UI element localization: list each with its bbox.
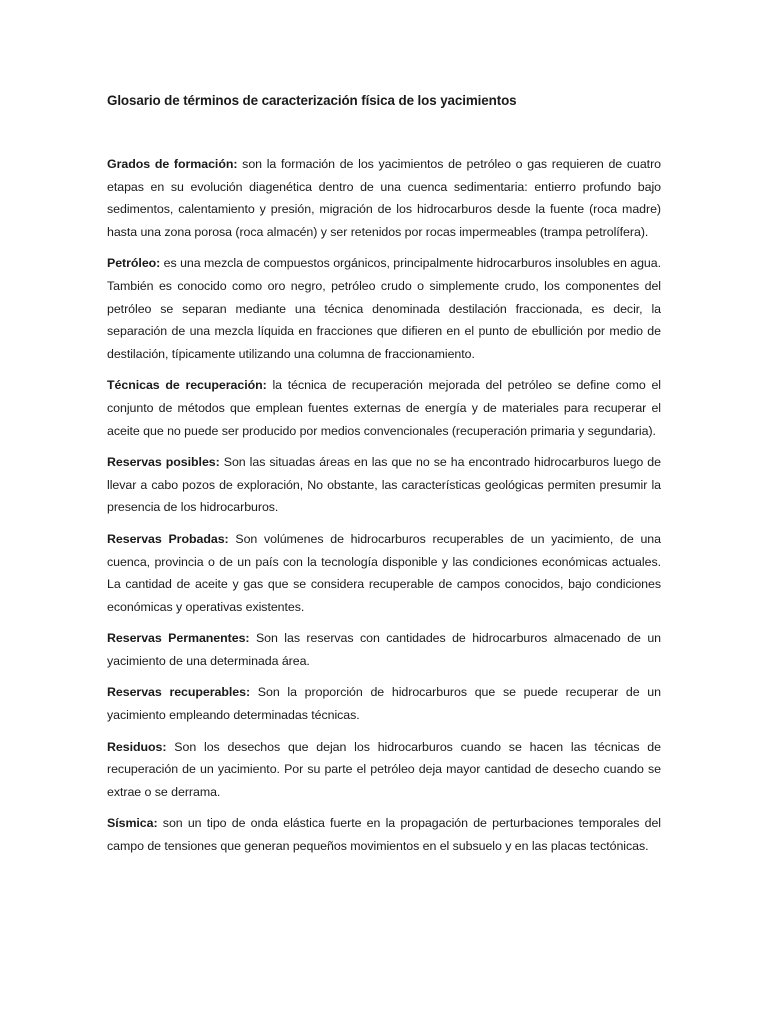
glossary-entry-petroleo xyxy=(107,252,661,365)
glossary-definition: Son las situadas áreas en las que no se ha encontrado hidrocarburos luego de llevar a cabo pozos de exploración, No obstante, las características geológicas permiten presumir la presencia de los hidrocarburos. xyxy=(107,455,661,515)
glossary-entry-tecnicas-de-recuperacion xyxy=(107,374,661,442)
glossary-entry-reservas-probadas xyxy=(107,528,661,618)
glossary-definition: es una mezcla de compuestos orgánicos, principalmente hidrocarburos insolubles en agua. También es conocido como oro negro, petróleo crudo o simplemente crudo, los componentes del petróleo se separan mediante una técnica denominada destilación fraccionada, es decir, la separación de una mezcla líquida en fracciones que difieren en el punto de ebullición por medio de destilación, típicamente utilizando una columna de fraccionamiento. xyxy=(107,256,661,361)
glossary-term: Técnicas de recuperación: xyxy=(107,378,267,393)
glossary-term: Petróleo: xyxy=(107,256,161,271)
glossary-entry-reservas-permanentes xyxy=(107,627,661,672)
glossary-definition: son la formación de los yacimientos de petróleo o gas requieren de cuatro etapas en su evolución diagenética dentro de una cuenca sedimentaria: entierro profundo bajo sedimentos, calentamiento y presión, migración de los hidrocarburos desde la fuente (roca madre) hasta una zona porosa (roca almacén) y ser retenidos por rocas impermeables (trampa petrolífera). xyxy=(107,157,661,239)
glossary-entry-reservas-recuperables xyxy=(107,681,661,726)
page-title: Glosario de términos de caracterización física de los yacimientos xyxy=(107,93,517,108)
glossary-entry-reservas-posibles xyxy=(107,451,661,519)
glossary-entry-sismica xyxy=(107,812,661,857)
glossary-term: Reservas Permanentes: xyxy=(107,631,250,646)
glossary-term: Reservas Probadas: xyxy=(107,531,229,546)
glossary-term: Sísmica: xyxy=(107,816,158,831)
glossary-definition: Son las reservas con cantidades de hidrocarburos almacenado de un yacimiento de una determinada área. xyxy=(107,631,662,668)
glossary-entry-residuos xyxy=(107,736,661,804)
glossary-definition: son un tipo de onda elástica fuerte en la propagación de perturbaciones temporales del campo de tensiones que generan pequeños movimientos en el subsuelo y en las placas tectónicas. xyxy=(107,816,661,854)
glossary-definition: la técnica de recuperación mejorada del petróleo se define como el conjunto de métodos que emplean fuentes externas de energía y de materiales para recuperar el aceite que no puede ser producido por medios convencionales (recuperación primaria y segundaria). xyxy=(107,378,661,438)
glossary-term: Reservas posibles: xyxy=(107,455,220,470)
glossary-term: Residuos: xyxy=(107,739,167,754)
glossary-definition: Son la proporción de hidrocarburos que se puede recuperar de un yacimiento empleando determinadas técnicas. xyxy=(107,685,661,723)
glossary-term: Reservas recuperables: xyxy=(107,685,251,700)
document-page xyxy=(107,91,661,867)
glossary-definition: Son los desechos que dejan los hidrocarburos cuando se hacen las técnicas de recuperación de un yacimiento. Por su parte el petróleo deja mayor cantidad de desecho cuando se extrae o se derrama. xyxy=(107,739,661,799)
glossary-definition: Son volúmenes de hidrocarburos recuperables de un yacimiento, de una cuenca, provincia o de un país con la tecnología disponible y las condiciones económicas actuales. La cantidad de aceite y gas que se considera recuperable de campos conocidos, bajo condiciones económicas y operativas existentes. xyxy=(107,531,661,614)
glossary-entry-grados-de-formacion xyxy=(107,153,661,243)
glossary-term: Grados de formación: xyxy=(107,157,238,171)
